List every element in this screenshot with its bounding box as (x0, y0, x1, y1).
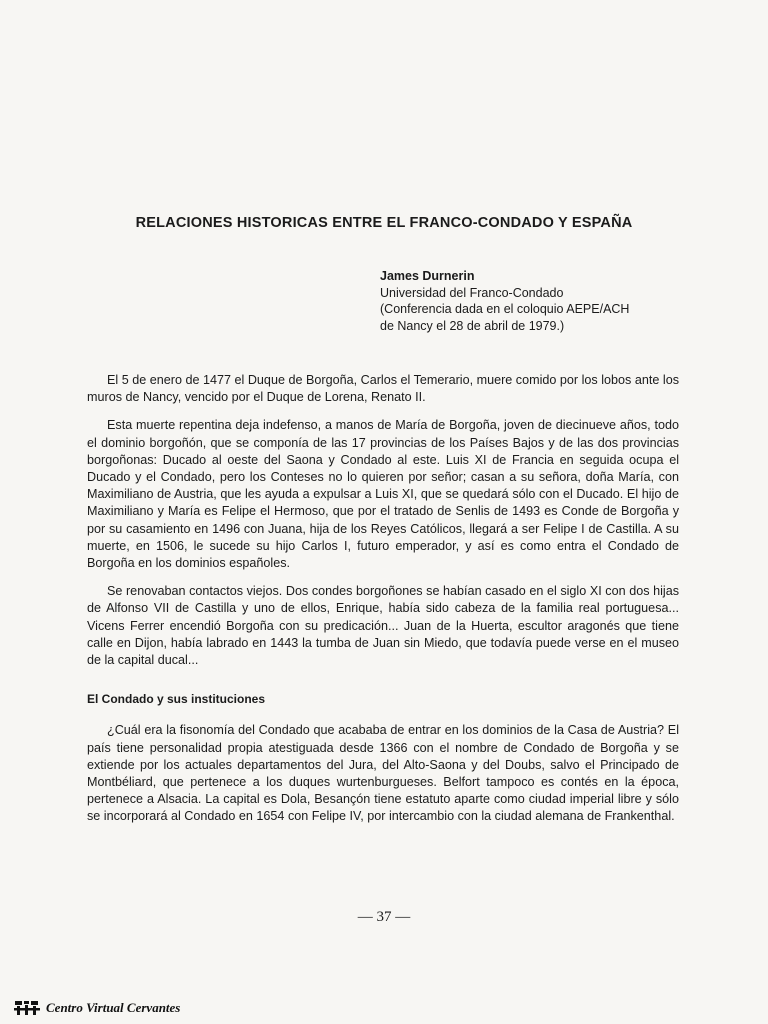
paragraph: Esta muerte repentina deja indefenso, a manos de María de Borgoña, joven de diecinueve años, todo el dominio borgoñón, que se componía de las 17 provincias de los Países Bajos y de las dos provincias borgoñonas: Ducado al oeste del Saona y Condado al este. Luis XI de Francia en seguida ocupa el Ducado y el Condado, pero los Conteses no lo quieren por señor; casan a su señora, doña María, con Maximiliano de Austria, que les ayuda a expulsar a Luis XI, que se quedará sólo con el Ducado. El hijo de Maximiliano y María es Felipe el Hermoso, que por el tratado de Senlis de 1493 es Conde de Borgoña y por su casamiento en 1496 con Juana, hija de los Reyes Católicos, llegará a ser Felipe I de Castilla. A su muerte, en 1506, le sucede su hijo Carlos I, futuro emperador, y así es como entra el Condado de Borgoña en los dominios españoles. (87, 418, 679, 571)
paragraph: ¿Cuál era la fisonomía del Condado que acababa de entrar en los dominios de la Casa de Austria? El país tiene personalidad propia atestiguada desde 1366 con el nombre de Condado de Borgoña y se extiende por los actuales departamentos del Jura, del Alto-Saona y del Doubs, salvo el Principado de Montbéliard, que pertenece a los duques wurtenburgueses. Belfort tampoco es contés en la época, pertenece a Alsacia. La capital es Dola, Besançón tiene estatuto aparte como ciudad imperial libre y sólo se incorporará al Condado en 1654 con Felipe IV, por intercambio con la ciudad alemana de Frankenthal. (87, 723, 679, 824)
author-affiliation: Universidad del Franco-Condado (380, 285, 564, 300)
author-note-line-1: (Conferencia dada en el coloquio AEPE/ACH (380, 302, 630, 316)
footer (14, 998, 180, 1018)
article-body (87, 372, 679, 837)
paragraph: El 5 de enero de 1477 el Duque de Borgoña, Carlos el Temerario, muere comido por los lobos ante los muros de Nancy, vencido por el Duque de Lorena, Renato II. (87, 373, 679, 405)
paragraph: Se renovaban contactos viejos. Dos condes borgoñones se habían casado en el siglo XI con dos hijas de Alfonso VII de Castilla y uno de ellos, Enrique, había sido cabeza de la familia real portuguesa... Vicens Ferrer encendió Borgoña con su predicación... Juan de la Huerta, escultor aragonés que tiene calle en Dijon, había labrado en 1443 la tumba de Juan sin Miedo, que todavía puede verse en el museo de la capital ducal... (87, 584, 679, 668)
author-block (380, 268, 680, 334)
page-number: — 37 — (357, 909, 411, 925)
author-note-line-2: de Nancy el 28 de abril de 1979.) (380, 318, 565, 333)
document-title: RELACIONES HISTORICAS ENTRE EL FRANCO-CONDADO Y ESPAÑA (135, 215, 633, 231)
cervantes-logo-icon (14, 998, 40, 1018)
section-heading: El Condado y sus instituciones (87, 692, 266, 707)
author-name: James Durnerin (380, 269, 475, 283)
footer-text: Centro Virtual Cervantes (46, 1000, 181, 1015)
